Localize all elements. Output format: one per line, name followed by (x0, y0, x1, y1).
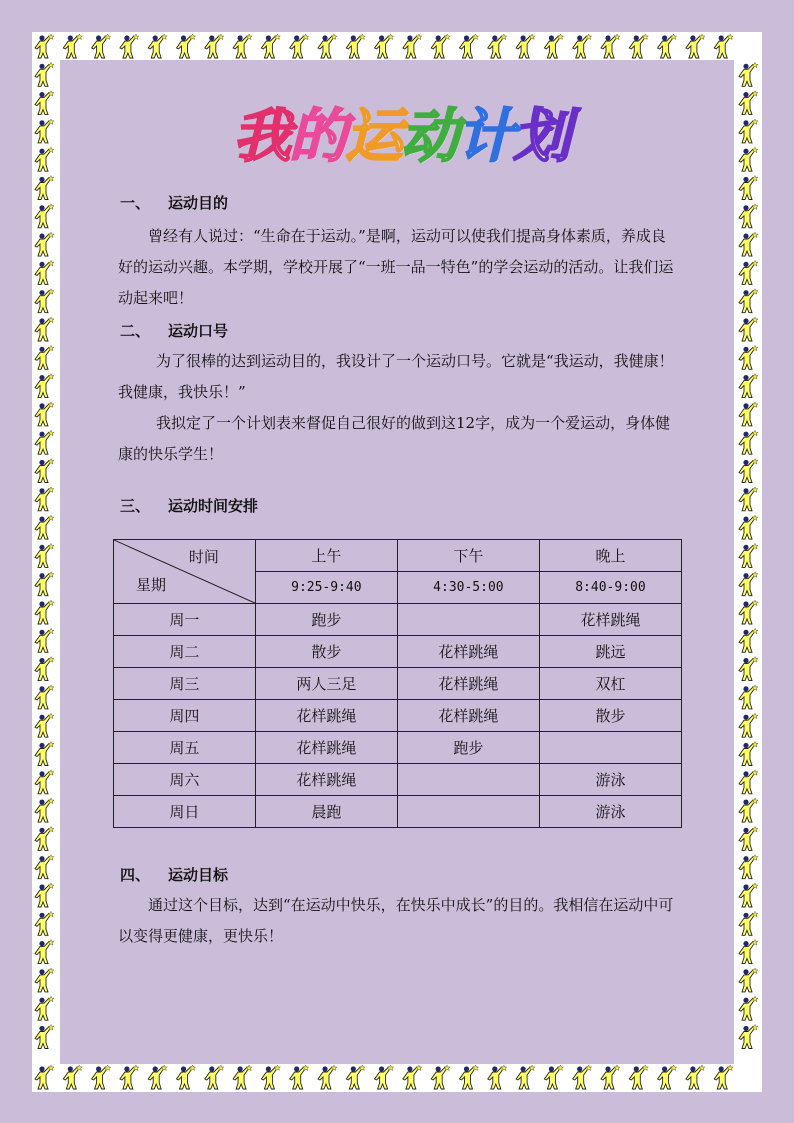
corner-label-day: 星期 (136, 576, 167, 594)
day-cell: 周二 (114, 636, 256, 668)
day-cell: 周日 (114, 796, 256, 828)
activity-cell: 跑步 (255, 604, 397, 636)
day-cell: 周四 (114, 700, 256, 732)
header-afternoon: 下午 (397, 540, 539, 572)
time-morning: 9:25-9:40 (255, 572, 397, 604)
title-character: 运 (345, 102, 404, 170)
activity-cell: 花样跳绳 (397, 700, 539, 732)
table-row (114, 636, 682, 668)
time-afternoon: 4:30-5:00 (397, 572, 539, 604)
activity-cell: 花样跳绳 (397, 668, 539, 700)
activity-cell (397, 796, 539, 828)
section-title: 运动目的 (168, 194, 229, 212)
header-evening: 晚上 (539, 540, 681, 572)
time-evening: 8:40-9:00 (539, 572, 681, 604)
section-3-heading (120, 495, 258, 516)
paragraph-text: 我拟定了一个计划表来督促自己很好的做到这12字，成为一个爱运动，身体健康的快乐学生！ (118, 414, 671, 463)
section-title: 运动目标 (168, 866, 229, 884)
activity-cell (397, 604, 539, 636)
title-character: 我 (233, 102, 292, 170)
paragraph-text: 为了很棒的达到运动目的，我设计了一个运动口号。它就是“我运动，我健康！我健康，我快乐！” (118, 352, 674, 401)
paragraph-text: 曾经有人说过：“生命在于运动。”是啊，运动可以使我们提高身体素质，养成良好的运动兴趣。本学期，学校开展了“一班一品一特色”的学会运动的活动。让我们运动起来吧！ (118, 227, 674, 307)
title-character: 划 (513, 102, 572, 170)
activity-cell: 双杠 (539, 668, 681, 700)
table-corner-cell (114, 540, 256, 604)
activity-cell: 花样跳绳 (255, 700, 397, 732)
activity-cell: 晨跑 (255, 796, 397, 828)
activity-cell: 花样跳绳 (539, 604, 681, 636)
corner-label-time: 时间 (188, 548, 219, 566)
table-row (114, 700, 682, 732)
section-2-heading (120, 320, 228, 341)
activity-cell (539, 732, 681, 764)
section-number: 三、 (120, 497, 151, 515)
section-number: 四、 (120, 866, 151, 884)
activity-cell: 散步 (539, 700, 681, 732)
day-cell: 周六 (114, 764, 256, 796)
activity-cell: 散步 (255, 636, 397, 668)
activity-cell: 花样跳绳 (255, 764, 397, 796)
activity-cell: 游泳 (539, 764, 681, 796)
paragraph-slogan (118, 346, 678, 408)
section-title: 运动时间安排 (168, 497, 259, 515)
paragraph-plan (118, 408, 678, 470)
activity-cell: 花样跳绳 (397, 636, 539, 668)
table-row (114, 764, 682, 796)
title-character: 的 (289, 102, 348, 170)
activity-cell: 两人三足 (255, 668, 397, 700)
activity-cell (397, 764, 539, 796)
section-number: 一、 (120, 194, 151, 212)
paragraph-purpose (118, 221, 678, 314)
day-cell: 周五 (114, 732, 256, 764)
activity-cell: 跑步 (397, 732, 539, 764)
title-character: 计 (457, 102, 516, 170)
table-row (114, 732, 682, 764)
section-4-heading (120, 864, 228, 885)
paragraph-goal (118, 890, 678, 952)
day-cell: 周三 (114, 668, 256, 700)
activity-cell: 跳远 (539, 636, 681, 668)
page-title (225, 96, 575, 176)
section-1-heading (120, 192, 228, 213)
paragraph-text: 通过这个目标，达到“在运动中快乐，在快乐中成长”的目的。我相信在运动中可以变得更健康，更快乐！ (118, 896, 674, 945)
section-title: 运动口号 (168, 322, 229, 340)
table-row (114, 604, 682, 636)
schedule-table (113, 539, 682, 828)
activity-cell: 花样跳绳 (255, 732, 397, 764)
table-row (114, 796, 682, 828)
title-character: 动 (401, 102, 460, 170)
day-cell: 周一 (114, 604, 256, 636)
section-number: 二、 (120, 322, 151, 340)
activity-cell: 游泳 (539, 796, 681, 828)
header-morning: 上午 (255, 540, 397, 572)
table-row (114, 668, 682, 700)
